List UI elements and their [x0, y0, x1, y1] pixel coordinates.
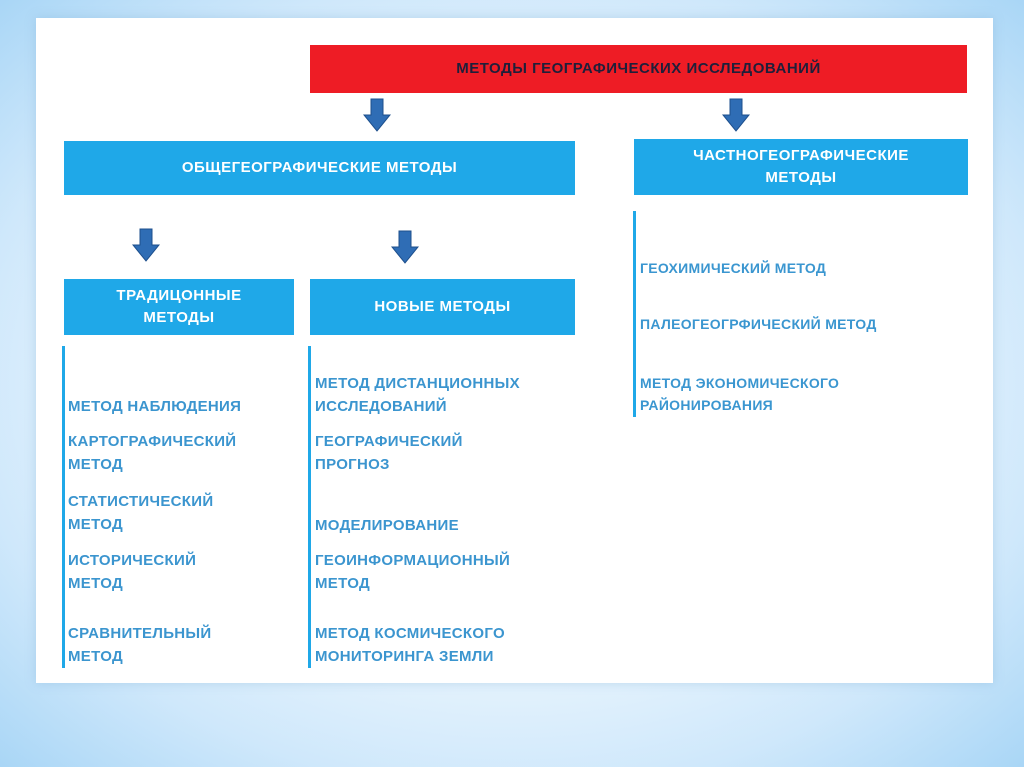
arrow-down-icon	[132, 227, 160, 263]
specific-methods-label-line1: ЧАСТНОГЕОГРАФИЧЕСКИЕ	[693, 146, 909, 164]
arrow-down-icon	[722, 97, 750, 133]
diagram-title	[310, 45, 967, 93]
specific-methods-label-line2: МЕТОДЫ	[765, 169, 837, 186]
list-item: ГЕОХИМИЧЕСКИЙ МЕТОД	[640, 260, 827, 276]
traditional-list-bar	[62, 346, 65, 668]
list-item: МЕТОД ЭКОНОМИЧЕСКОГО РАЙОНИРОВАНИЯ	[640, 375, 840, 413]
arrow-down-icon	[391, 229, 419, 265]
diagram-title-text: МЕТОДЫ ГЕОГРАФИЧЕСКИХ ИССЛЕДОВАНИЙ	[456, 59, 821, 77]
list-item: СРАВНИТЕЛЬНЫЙ МЕТОД	[68, 625, 212, 666]
specific-methods-box	[634, 139, 968, 195]
traditional-methods-label-line2: МЕТОДЫ	[143, 309, 215, 326]
traditional-methods-label-line1: ТРАДИЦОННЫЕ	[116, 286, 242, 304]
list-item: СТАТИСТИЧЕСКИЙ МЕТОД	[68, 493, 214, 534]
specific-list-bar	[633, 211, 636, 417]
list-item: МЕТОД НАБЛЮДЕНИЯ	[68, 398, 242, 415]
new-methods-label: НОВЫЕ МЕТОДЫ	[374, 297, 511, 315]
list-item: МЕТОД ДИСТАНЦИОННЫХ ИССЛЕДОВАНИЙ	[315, 375, 520, 416]
list-item: МОДЕЛИРОВАНИЕ	[315, 517, 459, 534]
list-item: МЕТОД КОСМИЧЕСКОГО МОНИТОРИНГА ЗЕМЛИ	[315, 625, 505, 666]
general-methods-label: ОБЩЕГЕОГРАФИЧЕСКИЕ МЕТОДЫ	[181, 158, 458, 176]
slide	[36, 18, 993, 683]
list-item: ГЕОГРАФИЧЕСКИЙ ПРОГНОЗ	[315, 433, 463, 474]
list-item: КАРТОГРАФИЧЕСКИЙ МЕТОД	[68, 433, 237, 474]
new-methods-box	[310, 279, 575, 335]
general-methods-box	[64, 141, 575, 195]
traditional-methods-box	[64, 279, 294, 335]
arrow-down-icon	[363, 97, 391, 133]
new-list-bar	[308, 346, 311, 668]
list-item: ГЕОИНФОРМАЦИОННЫЙ МЕТОД	[315, 552, 511, 593]
list-item: ПАЛЕОГЕОГРФИЧЕСКИЙ МЕТОД	[640, 316, 877, 332]
list-item: ИСТОРИЧЕСКИЙ МЕТОД	[68, 552, 197, 593]
